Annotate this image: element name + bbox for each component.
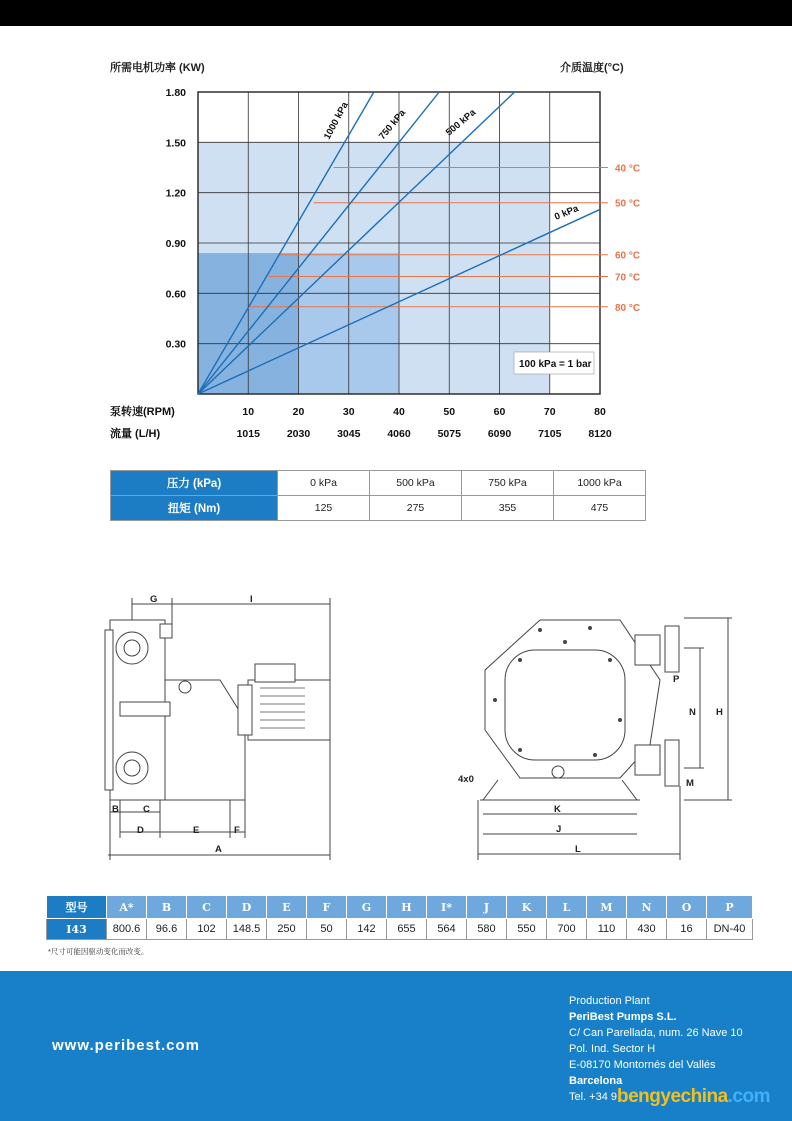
x-flow-tick: 1015	[236, 428, 260, 440]
temperature-label: 70 °C	[615, 272, 641, 284]
torque-value: 275	[370, 496, 462, 521]
x-rpm-tick: 80	[594, 406, 606, 418]
dim-header-cell: C	[187, 896, 227, 919]
x-flow-tick: 8120	[588, 428, 612, 440]
address-plant: Production Plant	[569, 995, 650, 1007]
dimension-header-row	[47, 896, 753, 919]
side-view-drawing	[105, 598, 330, 860]
dim-header-cell: O	[667, 896, 707, 919]
dim-label-a: A	[215, 844, 222, 855]
dim-value-cell: 800.6	[107, 919, 147, 940]
y-tick-label: 1.50	[165, 137, 186, 150]
dim-header-cell: M	[587, 896, 627, 919]
pressure-value: 500 kPa	[370, 471, 462, 496]
dim-label-4x0: 4x0	[458, 774, 474, 785]
dim-label-h: H	[716, 707, 723, 718]
dim-label-n: N	[689, 707, 696, 718]
pressure-value: 1000 kPa	[554, 471, 646, 496]
series-label: 750 kPa	[376, 107, 409, 142]
x-flow-tick: 6090	[487, 428, 512, 440]
address-tel: Tel. +34 9	[569, 1091, 618, 1103]
note-text: 100 kPa = 1 bar	[519, 359, 592, 370]
temperature-label: 80 °C	[615, 302, 641, 314]
power-chart	[0, 0, 792, 460]
x-flow-tick: 7105	[538, 428, 562, 440]
address-region: Barcelona	[569, 1075, 623, 1087]
pressure-row	[111, 471, 646, 496]
pressure-value: 750 kPa	[462, 471, 554, 496]
dim-value-cell: 50	[307, 919, 347, 940]
series-label: 500 kPa	[443, 107, 479, 139]
x-rpm-tick: 60	[493, 406, 506, 418]
dim-value-cell: 16	[667, 919, 707, 940]
y-tick-label: 0.30	[165, 338, 186, 351]
address-area: Pol. Ind. Sector H	[569, 1043, 656, 1055]
dim-value-cell: 102	[187, 919, 227, 940]
dim-label-b: B	[112, 804, 119, 815]
series-label: 1000 kPa	[321, 100, 351, 142]
pressure-value: 0 kPa	[278, 471, 370, 496]
x-rpm-tick: 70	[543, 406, 556, 418]
dim-value-cell: 96.6	[147, 919, 187, 940]
dim-value-cell: 655	[387, 919, 427, 940]
dim-value-cell: 110	[587, 919, 627, 940]
address-city: E-08170 Montornés del Vallés	[569, 1059, 716, 1071]
dim-header-cell: N	[627, 896, 667, 919]
watermark	[617, 1086, 770, 1108]
dim-label-g: G	[150, 594, 158, 605]
series-label: 0 kPa	[553, 203, 581, 223]
dim-label-m: M	[686, 778, 694, 789]
address-company: PeriBest Pumps S.L.	[569, 1011, 677, 1023]
dim-value-cell: 580	[467, 919, 507, 940]
x-flow-tick: 5075	[437, 428, 461, 440]
dim-value-cell: 142	[347, 919, 387, 940]
y2-axis-title: 介质温度(°C)	[560, 62, 624, 74]
dim-value-cell: 550	[507, 919, 547, 940]
dim-label-c: C	[143, 804, 150, 815]
x-rpm-tick: 10	[242, 406, 255, 418]
dim-header-cell: F	[307, 896, 347, 919]
front-view-drawing	[478, 618, 732, 860]
x-flow-tick: 2030	[286, 428, 311, 440]
watermark-b: china	[680, 1086, 728, 1107]
x-flow-tick: 4060	[387, 428, 411, 440]
torque-value: 475	[554, 496, 646, 521]
y-tick-label: 1.20	[165, 187, 186, 200]
dimension-value-row	[47, 919, 753, 940]
dim-label-e: E	[193, 825, 200, 836]
x-rpm-tick: 20	[292, 406, 305, 418]
dim-header-cell: 型号	[47, 896, 107, 919]
temperature-label: 50 °C	[615, 198, 641, 210]
dim-label-i: I	[250, 594, 253, 605]
dim-label-k: K	[554, 804, 561, 815]
torque-value: 355	[462, 496, 554, 521]
dim-value-cell: DN-40	[707, 919, 753, 940]
dim-value-cell: 700	[547, 919, 587, 940]
temperature-label: 40 °C	[615, 163, 641, 175]
torque-value: 125	[278, 496, 370, 521]
y-tick-label: 0.90	[165, 238, 186, 250]
dim-header-cell: E	[267, 896, 307, 919]
dim-label-d: D	[137, 825, 144, 836]
dim-label-l: L	[575, 844, 581, 855]
footnote: *尺寸可能因驱动变化而改变。	[48, 947, 149, 956]
x-rpm-tick: 40	[393, 406, 405, 418]
dim-header-cell: A*	[107, 896, 147, 919]
address-street: C/ Can Parellada, num. 26 Nave 10	[569, 1027, 743, 1039]
dim-label-f: F	[234, 825, 240, 836]
torque-row	[111, 496, 646, 521]
temperature-label: 60 °C	[615, 250, 641, 262]
dim-header-cell: L	[547, 896, 587, 919]
x-rpm-title: 泵转速(RPM)	[110, 406, 175, 418]
dim-header-cell: G	[347, 896, 387, 919]
website-link[interactable]: www.peribest.com	[52, 1037, 200, 1054]
dim-header-cell: P	[707, 896, 753, 919]
torque-table	[110, 470, 646, 521]
dim-value-cell: 564	[427, 919, 467, 940]
torque-header: 扭矩 (Nm)	[111, 496, 278, 521]
y-tick-label: 1.80	[165, 87, 186, 99]
dim-value-cell: 148.5	[227, 919, 267, 940]
watermark-a: bengye	[617, 1086, 681, 1107]
dim-header-cell: D	[227, 896, 267, 919]
pump-drawings	[0, 590, 792, 870]
y-tick-label: 0.60	[165, 288, 186, 301]
dim-header-cell: K	[507, 896, 547, 919]
dim-value-cell: I43	[47, 919, 107, 940]
x-rpm-tick: 50	[443, 406, 456, 418]
x-rpm-tick: 30	[342, 406, 355, 418]
dim-value-cell: 250	[267, 919, 307, 940]
x-flow-tick: 3045	[337, 428, 361, 440]
dim-label-p: P	[673, 674, 680, 685]
dim-header-cell: B	[147, 896, 187, 919]
y-axis-title: 所需电机功率 (KW)	[110, 62, 205, 74]
pressure-header: 压力 (kPa)	[111, 471, 278, 496]
dimension-table	[46, 895, 753, 940]
dim-label-j: J	[556, 824, 562, 835]
x-flow-title: 流量 (L/H)	[110, 428, 161, 440]
dim-header-cell: J	[467, 896, 507, 919]
dim-header-cell: I*	[427, 896, 467, 919]
dim-value-cell: 430	[627, 919, 667, 940]
dim-header-cell: H	[387, 896, 427, 919]
watermark-c: .com	[727, 1086, 771, 1107]
